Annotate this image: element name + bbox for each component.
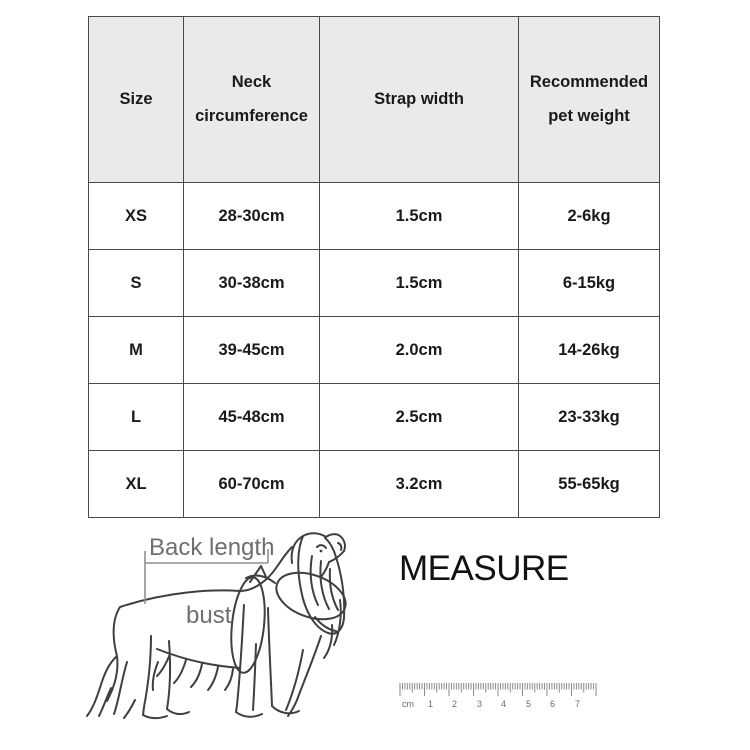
column-header-strap-width: Strap width [320, 17, 519, 183]
table-cell: 2-6kg [519, 183, 660, 250]
table-cell: 6-15kg [519, 250, 660, 317]
table-cell: M [89, 317, 184, 384]
table-cell: XL [89, 451, 184, 518]
column-header-recommended-pet-weight: Recommended pet weight [519, 17, 660, 183]
measure-title: MEASURE [399, 549, 569, 588]
table-cell: 23-33kg [519, 384, 660, 451]
back-length-label: Back length [149, 534, 275, 561]
table-cell: 2.5cm [320, 384, 519, 451]
table-cell: 45-48cm [184, 384, 320, 451]
ruler-label: 6 [550, 699, 556, 709]
table-cell: 14-26kg [519, 317, 660, 384]
ruler-illustration [400, 683, 596, 709]
table-cell: 60-70cm [184, 451, 320, 518]
ruler-label: 1 [428, 699, 434, 709]
table-cell: 55-65kg [519, 451, 660, 518]
ruler-label: 4 [501, 699, 507, 709]
table-cell: 1.5cm [320, 183, 519, 250]
column-header-neck-circumference: Neck circumference [184, 17, 320, 183]
ruler-unit-label: cm [402, 699, 414, 709]
table-cell: XS [89, 183, 184, 250]
table-cell: 28-30cm [184, 183, 320, 250]
table-cell: 1.5cm [320, 250, 519, 317]
ruler-label: 3 [477, 699, 483, 709]
bust-label: bust [186, 602, 232, 629]
table-cell: 3.2cm [320, 451, 519, 518]
ruler-label: 7 [575, 699, 581, 709]
table-cell: 2.0cm [320, 317, 519, 384]
ruler-ticks [400, 683, 596, 696]
table-cell: 39-45cm [184, 317, 320, 384]
column-header-size: Size [89, 17, 184, 183]
table-cell: S [89, 250, 184, 317]
table-cell: L [89, 384, 184, 451]
table-cell: 30-38cm [184, 250, 320, 317]
ruler-label: 5 [526, 699, 532, 709]
ruler-label: 2 [452, 699, 458, 709]
